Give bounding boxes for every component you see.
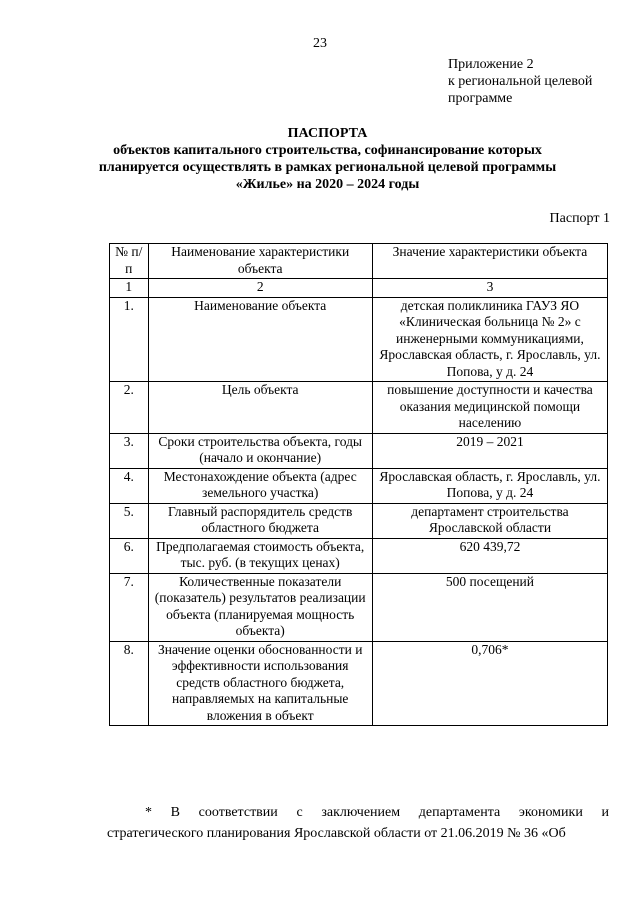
- row-value-cell: департамент строительства Ярославской области: [372, 503, 607, 538]
- header-cell-value: Значение характеристики объекта: [372, 244, 607, 279]
- column-number-cell: 2: [148, 279, 372, 298]
- row-number-cell: 2.: [110, 382, 149, 434]
- row-number-cell: 1.: [110, 297, 149, 382]
- table-row: [110, 297, 608, 382]
- column-number-row: [110, 279, 608, 298]
- appendix-line: Приложение 2: [448, 57, 534, 72]
- table-row: [110, 573, 608, 641]
- table-header-row: [110, 244, 608, 279]
- document-title: [40, 125, 615, 193]
- row-number-cell: 4.: [110, 468, 149, 503]
- title-line: планируется осуществлять в рамках региональной целевой программы: [98, 160, 557, 175]
- table-row: [110, 382, 608, 434]
- appendix-line: программе: [448, 91, 513, 106]
- table-row: [110, 503, 608, 538]
- page-number: 23: [313, 36, 327, 51]
- appendix-note: [448, 56, 592, 107]
- row-name-cell: Значение оценки обоснованности и эффективности использования средств областного бюджета, направляемых на капитальные вложения в объект: [148, 641, 372, 726]
- footnote-line: * В соответствии с заключением департамента экономики и: [145, 805, 609, 820]
- row-name-cell: Количественные показатели (показатель) результатов реализации объекта (планируемая мощность объекта): [148, 573, 372, 641]
- row-name-cell: Сроки строительства объекта, годы (начало и окончание): [148, 433, 372, 468]
- row-number-cell: 8.: [110, 641, 149, 726]
- row-value-cell: повышение доступности и качества оказания медицинской помощи населению: [372, 382, 607, 434]
- row-number-cell: 6.: [110, 538, 149, 573]
- table-row: [110, 468, 608, 503]
- title-heading: ПАСПОРТА: [287, 126, 368, 141]
- column-number-cell: 3: [372, 279, 607, 298]
- row-value-cell: детская поликлиника ГАУЗ ЯО «Клиническая больница № 2» с инженерными коммуникациями, Ярославская область, г. Ярославль, ул. Попова, у д. 24: [372, 297, 607, 382]
- appendix-line: к региональной целевой: [448, 74, 593, 89]
- row-name-cell: Наименование объекта: [148, 297, 372, 382]
- header-cell-number: № п/п: [110, 244, 149, 279]
- title-line: объектов капитального строительства, софинансирование которых: [113, 143, 542, 158]
- row-number-cell: 5.: [110, 503, 149, 538]
- table-row: [110, 538, 608, 573]
- header-cell-name: Наименование характеристики объекта: [148, 244, 372, 279]
- table-row: [110, 641, 608, 726]
- row-number-cell: 3.: [110, 433, 149, 468]
- table-row: [110, 433, 608, 468]
- row-name-cell: Главный распорядитель средств областного бюджета: [148, 503, 372, 538]
- row-value-cell: 2019 – 2021: [372, 433, 607, 468]
- title-line: «Жилье» на 2020 – 2024 годы: [235, 177, 420, 192]
- row-name-cell: Цель объекта: [148, 382, 372, 434]
- row-value-cell: 0,706*: [372, 641, 607, 726]
- row-name-cell: Местонахождение объекта (адрес земельного участка): [148, 468, 372, 503]
- row-name-cell: Предполагаемая стоимость объекта, тыс. руб. (в текущих ценах): [148, 538, 372, 573]
- footnote: [107, 802, 609, 844]
- passport-label: Паспорт 1: [549, 211, 610, 226]
- passport-table: [109, 243, 608, 726]
- row-value-cell: 620 439,72: [372, 538, 607, 573]
- footnote-line: стратегического планирования Ярославской области от 21.06.2019 № 36 «Об: [107, 826, 566, 841]
- row-value-cell: Ярославская область, г. Ярославль, ул. Попова, у д. 24: [372, 468, 607, 503]
- row-number-cell: 7.: [110, 573, 149, 641]
- column-number-cell: 1: [110, 279, 149, 298]
- row-value-cell: 500 посещений: [372, 573, 607, 641]
